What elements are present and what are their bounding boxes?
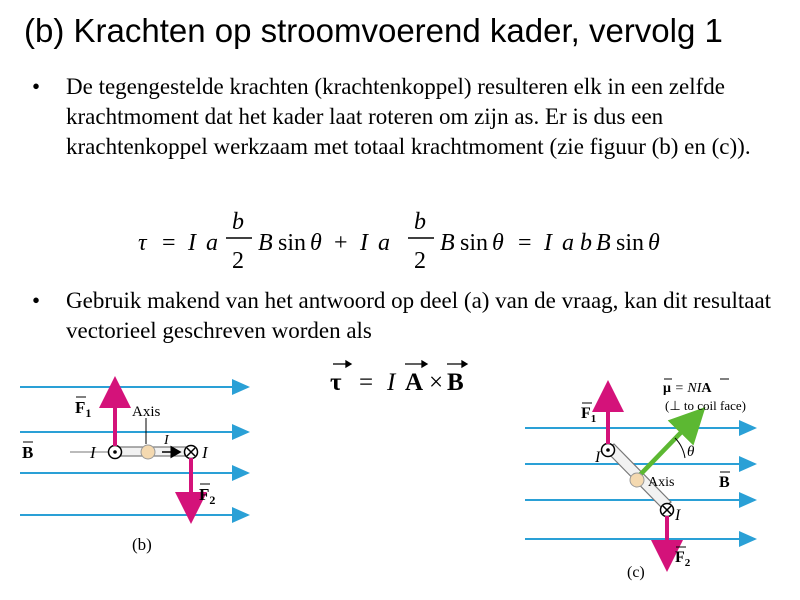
torque-equation	[130, 205, 690, 275]
eq-field: B	[258, 230, 273, 256]
label-f2: $F_2$	[199, 485, 216, 507]
label-current-right: I	[202, 443, 208, 462]
vector-torque-equation	[325, 355, 485, 400]
eq-equals: =	[518, 230, 532, 256]
eq2-field: B	[447, 369, 464, 396]
eq-theta: θ	[492, 230, 504, 256]
label-field-b: B	[22, 443, 34, 462]
label-f1: $F_1$	[581, 405, 597, 425]
label-axis: Axis	[132, 404, 161, 420]
label-axis: Axis	[648, 475, 675, 490]
eq2-tau: τ	[330, 369, 342, 396]
label-f2: $F_2$	[675, 549, 691, 569]
eq-2-denominator: 2	[232, 248, 244, 274]
label-magnetic-moment: μ = NIA	[663, 381, 712, 396]
eq-current: I	[360, 230, 368, 256]
vector-arrow-icon	[333, 361, 467, 367]
eq-plus: +	[334, 230, 348, 256]
figure-c-caption: (c)	[627, 564, 645, 581]
eq-current: I	[188, 230, 196, 256]
bullet-text: Gebruik makend van het antwoord op deel (a) van de vraag, kan dit resultaat vectorieel geschreven worden als	[66, 288, 772, 343]
label-current-left: I	[90, 443, 96, 462]
eq-sin: sin	[278, 230, 307, 256]
figure-b-caption: (b)	[132, 535, 152, 554]
eq-theta: θ	[310, 230, 322, 256]
eq2-current: I	[387, 369, 396, 396]
eq2-equals: =	[359, 369, 374, 396]
eq-b-numerator: b	[232, 209, 244, 235]
eq-b: b	[580, 230, 592, 256]
label-current-top: I	[595, 449, 601, 466]
eq-current: I	[544, 230, 552, 256]
label-field-b: B	[719, 474, 730, 491]
bullet-marker: •	[32, 288, 41, 313]
label-current-mid: I	[164, 433, 169, 448]
current-in-icon	[661, 504, 674, 517]
eq2-area: A	[405, 369, 424, 396]
eq-equals: =	[162, 230, 176, 256]
label-theta: θ	[687, 444, 695, 460]
eq-field: B	[440, 230, 455, 256]
current-in-icon	[185, 446, 198, 459]
theta-angle-arc	[675, 438, 685, 458]
eq-2-denominator: 2	[414, 248, 426, 274]
eq-field: B	[596, 230, 611, 256]
eq-sin: sin	[460, 230, 489, 256]
figure-b	[0, 370, 270, 560]
current-out-icon	[602, 444, 615, 457]
label-f1: $F_1$	[75, 398, 92, 420]
eq-b-numerator: b	[414, 209, 426, 235]
eq-theta: θ	[648, 230, 660, 256]
rotation-axis-icon	[141, 445, 155, 459]
bullet-text: De tegengestelde krachten (krachtenkoppel) resulteren elk in een zelfde krachtmoment dat het kader laat roteren om zijn as. Er is dus een krachtenkoppel werkzaam met totaal krachtmoment (zie figuur (b) en (c)).	[66, 74, 751, 159]
eq-a: a	[378, 230, 390, 256]
eq2-times: ×	[429, 369, 444, 396]
figure-c	[515, 370, 785, 585]
rotation-axis-icon	[630, 473, 644, 487]
slide-title: (b) Krachten op stroomvoerend kader, vervolg 1	[24, 12, 723, 49]
label-moment-note: (⊥ to coil face)	[665, 398, 746, 413]
eq-tau: τ	[138, 230, 147, 256]
current-out-icon	[109, 446, 122, 459]
eq-a: a	[206, 230, 218, 256]
eq-sin: sin	[616, 230, 645, 256]
label-current-bottom: I	[675, 507, 681, 524]
bullet-marker: •	[32, 74, 41, 99]
eq-a: a	[562, 230, 574, 256]
